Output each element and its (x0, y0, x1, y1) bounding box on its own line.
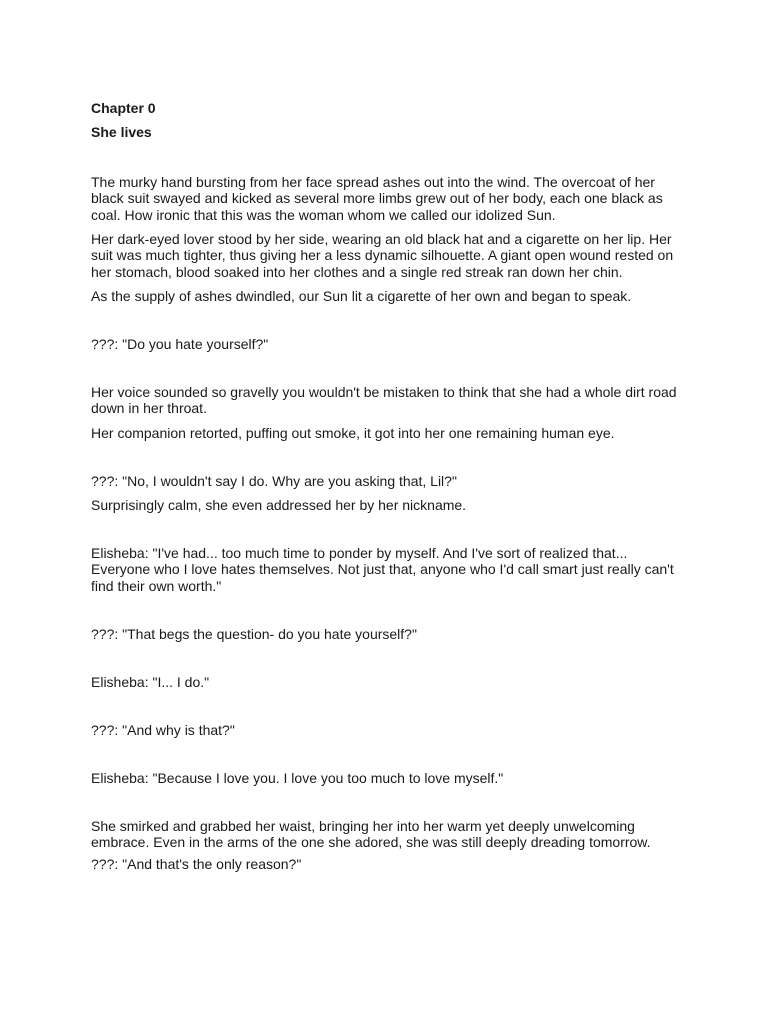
dialogue-line: Elisheba: "I... I do." (91, 674, 210, 690)
paragraph: Surprisingly calm, she even addressed her by her nickname. (91, 497, 467, 513)
dialogue-line: ???: "No, I wouldn't say I do. Why are you asking that, Lil?" (91, 473, 457, 489)
paragraph: The murky hand bursting from her face spread ashes out into the wind. The overcoat of her black suit swayed and kicked as several more limbs grew out of her body, each one black as coal. How ironic that this was the woman whom we called our idolized Sun. (91, 174, 663, 223)
dialogue-line: ???: "And that's the only reason?" (91, 856, 302, 872)
paragraph: Her voice sounded so gravelly you wouldn't be mistaken to think that she had a whole dirt road down in her throat. (91, 384, 677, 417)
chapter-label: Chapter 0 (91, 100, 156, 116)
chapter-title: She lives (91, 124, 152, 140)
dialogue-line: Elisheba: "Because I love you. I love you too much to love myself." (91, 770, 504, 786)
dialogue-line: ???: "That begs the question- do you hate yourself?" (91, 626, 417, 642)
paragraph: As the supply of ashes dwindled, our Sun lit a cigarette of her own and began to speak. (91, 288, 632, 304)
paragraph: Her companion retorted, puffing out smoke, it got into her one remaining human eye. (91, 425, 615, 441)
paragraph: Her dark-eyed lover stood by her side, wearing an old black hat and a cigarette on her lip. Her suit was much tighter, thus giving her a less dynamic silhouette. A giant open wound rested on her stomach, blood soaked into her clothes and a single red streak ran down her chin. (91, 231, 674, 280)
dialogue-line: ???: "And why is that?" (91, 722, 235, 738)
dialogue-line: Elisheba: "I've had... too much time to ponder by myself. And I've sort of realized that... Everyone who I love hates themselves. Not just that, anyone who I'd call smart just really can't find their own worth." (91, 545, 674, 594)
dialogue-line: ???: "Do you hate yourself?" (91, 336, 269, 352)
paragraph: She smirked and grabbed her waist, bringing her into her warm yet deeply unwelcoming embrace. Even in the arms of the one she adored, she was still deeply dreading tomorrow. (91, 818, 651, 851)
